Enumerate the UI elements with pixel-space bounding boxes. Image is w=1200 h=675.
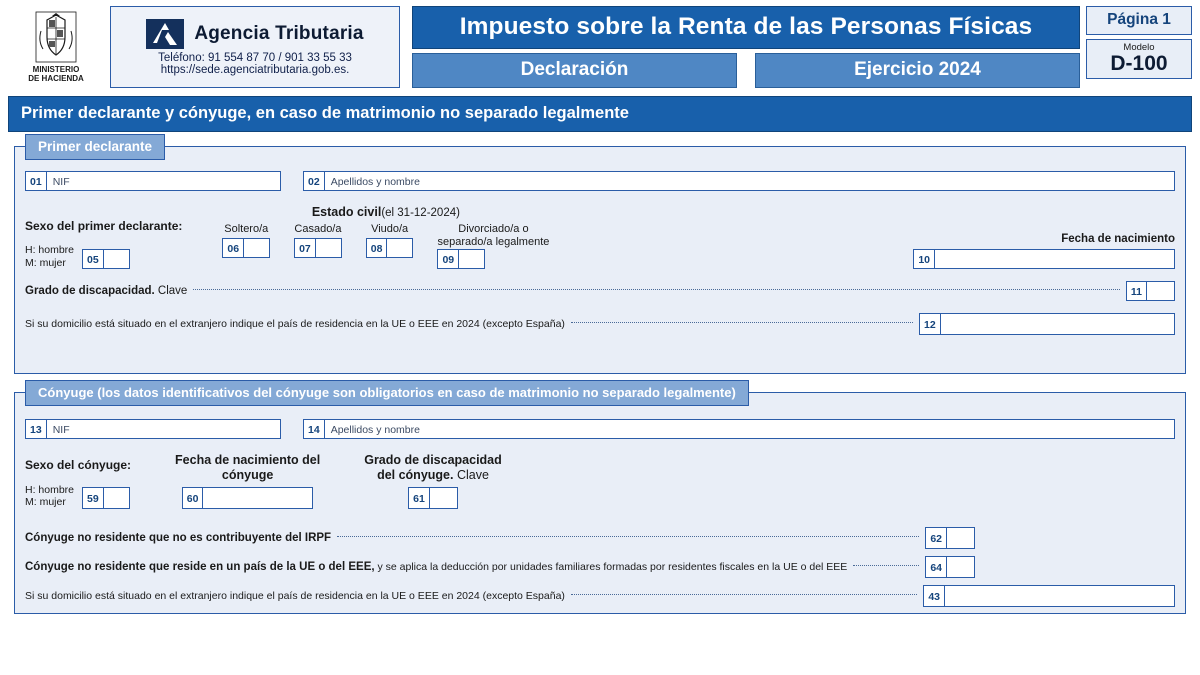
conyuge-nif-placeholder: NIF <box>52 424 70 436</box>
declarante-apellidos-field[interactable] <box>303 171 1175 191</box>
conyuge-nif-field[interactable] <box>25 419 281 439</box>
conyuge-row-62-dots <box>337 535 919 537</box>
declarante-nif-field[interactable] <box>25 171 281 191</box>
ministerio-logo-block <box>8 6 104 88</box>
conyuge-row-64-dots <box>853 564 919 566</box>
conyuge-row-62-input[interactable] <box>947 527 975 549</box>
agencia-tributaria-block <box>110 6 400 88</box>
primer-declarante-tab: Primer declarante <box>25 134 165 160</box>
declarante-grado-input[interactable] <box>1147 281 1175 301</box>
conyuge-section <box>14 385 1186 614</box>
title-ejercicio: Ejercicio 2024 <box>755 53 1080 88</box>
conyuge-sexo-number: 59 <box>82 487 104 509</box>
title-declaracion: Declaración <box>412 53 737 88</box>
declarante-domicilio-label: Si su domicilio está situado en el extranjero indique el país de residencia en la UE o EEE en 2024 (excepto España) <box>25 318 565 331</box>
declarante-grado-field[interactable] <box>1126 281 1175 301</box>
conyuge-row-43-field[interactable] <box>923 585 1175 607</box>
declarante-fecha-nacimiento-title: Fecha de nacimiento <box>1061 233 1175 246</box>
declarante-sexo-legend: H: hombre M: mujer <box>25 244 75 269</box>
agencia-logo-icon <box>146 19 184 49</box>
conyuge-grado-block <box>364 453 502 509</box>
page-header <box>0 0 1200 92</box>
option-soltero-number: 06 <box>222 238 244 258</box>
section-banner: Primer declarante y cónyuge, en caso de matrimonio no separado legalmente <box>8 96 1192 132</box>
declarante-nif-placeholder: NIF <box>52 176 70 188</box>
conyuge-tab-bold: Cónyuge <box>38 385 98 400</box>
conyuge-fecha-field[interactable] <box>175 487 320 509</box>
conyuge-statement-rows <box>25 527 1175 607</box>
conyuge-tab <box>25 380 749 406</box>
option-casado-label: Casado/a <box>294 223 342 235</box>
agencia-name: Agencia Tributaria <box>194 22 364 44</box>
conyuge-nif-input[interactable] <box>47 419 281 439</box>
option-soltero <box>222 223 270 269</box>
declarante-domicilio-number: 12 <box>919 313 941 335</box>
conyuge-row-62-number: 62 <box>925 527 947 549</box>
declarante-grado-dots <box>193 288 1120 290</box>
conyuge-row-64 <box>25 556 1175 578</box>
declarante-sexo-input[interactable] <box>104 249 130 269</box>
conyuge-nif-number: 13 <box>25 419 47 439</box>
conyuge-sexo-title: Sexo del cónyuge: <box>25 458 132 473</box>
conyuge-row-43-input[interactable] <box>945 585 1175 607</box>
modelo-value: D-100 <box>1110 52 1168 75</box>
option-divorciado-number: 09 <box>437 249 459 269</box>
declarante-apellidos-input[interactable] <box>325 171 1175 191</box>
declarante-apellidos-placeholder: Apellidos y nombre <box>330 176 420 188</box>
conyuge-identity-row <box>25 419 1175 439</box>
declarante-identity-row <box>25 171 1175 191</box>
declarante-apellidos-number: 02 <box>303 171 325 191</box>
conyuge-middle-row <box>25 453 1175 509</box>
modelo-label: Modelo <box>1123 42 1155 53</box>
declarante-nif-number: 01 <box>25 171 47 191</box>
option-divorciado <box>437 223 549 269</box>
conyuge-apellidos-number: 14 <box>303 419 325 439</box>
option-viudo-label: Viudo/a <box>371 223 409 235</box>
option-viudo-field[interactable] <box>366 238 414 258</box>
conyuge-tab-rest: (los datos identificativos del cónyuge son obligatorios en caso de matrimonio no separado legalmente) <box>97 385 736 400</box>
declarante-sexo-number: 05 <box>82 249 104 269</box>
declarante-domicilio-field[interactable] <box>919 313 1175 335</box>
option-casado <box>294 223 342 269</box>
declarante-domicilio-dots <box>571 321 913 323</box>
estado-civil-title: Estado civil(el 31-12-2024) <box>311 205 460 219</box>
estado-civil-options <box>222 223 549 269</box>
conyuge-grado-number: 61 <box>408 487 430 509</box>
option-divorciado-input[interactable] <box>459 249 485 269</box>
agencia-heading <box>146 19 363 49</box>
declarante-domicilio-row <box>25 313 1175 335</box>
conyuge-row-64-field[interactable] <box>925 556 975 578</box>
conyuge-row-43-label: Si su domicilio está situado en el extranjero indique el país de residencia en la UE o EEE en 2024 (excepto España) <box>25 590 565 602</box>
page-number: Página 1 <box>1086 6 1192 35</box>
ministerio-line-2: DE HACIENDA <box>28 74 84 83</box>
conyuge-sexo-field[interactable] <box>82 487 130 509</box>
conyuge-apellidos-input[interactable] <box>325 419 1175 439</box>
conyuge-grado-field[interactable] <box>364 487 502 509</box>
conyuge-sexo-legend: H: hombre M: mujer <box>25 483 75 509</box>
conyuge-grado-title: Grado de discapacidad del cónyuge. Clave <box>364 453 502 482</box>
title-subrow <box>412 53 1080 88</box>
option-viudo-input[interactable] <box>387 238 413 258</box>
declarante-nif-input[interactable] <box>47 171 281 191</box>
declarante-sexo-field[interactable] <box>82 249 130 269</box>
option-casado-field[interactable] <box>294 238 342 258</box>
conyuge-sexo-input[interactable] <box>104 487 130 509</box>
conyuge-row-62 <box>25 527 1175 549</box>
ministerio-line-1: MINISTERIO <box>32 64 80 74</box>
form-title: Impuesto sobre la Renta de las Personas Físicas <box>412 6 1080 49</box>
option-soltero-input[interactable] <box>244 238 270 258</box>
conyuge-fecha-title: Fecha de nacimiento del cónyuge <box>175 453 321 482</box>
option-soltero-field[interactable] <box>222 238 270 258</box>
declarante-fecha-nacimiento-input[interactable] <box>935 249 1175 269</box>
page-info-block <box>1086 6 1192 88</box>
declarante-sexo-block <box>25 219 182 270</box>
conyuge-apellidos-field[interactable] <box>303 419 1175 439</box>
option-divorciado-field[interactable] <box>437 249 549 269</box>
declarante-fecha-nacimiento-block <box>913 233 1175 269</box>
declarante-grado-row <box>25 281 1175 301</box>
estado-civil-block <box>222 205 549 269</box>
conyuge-row-43 <box>25 585 1175 607</box>
declarante-domicilio-input[interactable] <box>941 313 1175 335</box>
conyuge-fecha-block <box>175 453 320 509</box>
declarante-fecha-nacimiento-field[interactable] <box>913 249 1175 269</box>
conyuge-row-64-number: 64 <box>925 556 947 578</box>
option-casado-input[interactable] <box>316 238 342 258</box>
conyuge-fecha-input[interactable] <box>203 487 313 509</box>
coat-of-arms-icon <box>35 11 77 63</box>
agencia-phone: Teléfono: 91 554 87 70 / 901 33 55 33 <box>158 51 352 64</box>
conyuge-grado-input[interactable] <box>430 487 458 509</box>
option-divorciado-label-1: Divorciado/a o <box>458 223 529 235</box>
option-soltero-label: Soltero/a <box>224 223 269 235</box>
conyuge-row-43-number: 43 <box>923 585 945 607</box>
declarante-fecha-nacimiento-number: 10 <box>913 249 935 269</box>
conyuge-apellidos-placeholder: Apellidos y nombre <box>330 424 420 436</box>
conyuge-row-62-field[interactable] <box>925 527 975 549</box>
conyuge-row-64-label: Cónyuge no residente que reside en un país de la UE o del EEE, y se aplica la deducción por unidades familiares formadas por residentes fiscales en la UE o del EEE <box>25 561 848 573</box>
conyuge-row-64-input[interactable] <box>947 556 975 578</box>
primer-declarante-section <box>14 139 1186 374</box>
modelo-block <box>1086 39 1192 79</box>
conyuge-sexo-block <box>25 458 131 509</box>
agencia-url: https://sede.agenciatributaria.gob.es. <box>160 63 350 76</box>
declarante-civil-row <box>25 205 1175 269</box>
conyuge-row-43-dots <box>571 593 917 595</box>
option-divorciado-label-2: separado/a legalmente <box>437 236 550 249</box>
conyuge-fecha-number: 60 <box>182 487 204 509</box>
option-casado-number: 07 <box>294 238 316 258</box>
option-viudo <box>366 223 414 269</box>
declarante-sexo-title: Sexo del primer declarante: <box>25 218 183 233</box>
declarante-grado-number: 11 <box>1126 281 1147 301</box>
title-block <box>412 6 1080 88</box>
conyuge-row-62-label: Cónyuge no residente que no es contribuyente del IRPF <box>25 532 332 544</box>
option-viudo-number: 08 <box>366 238 388 258</box>
declarante-grado-label: Grado de discapacidad. Clave <box>25 285 188 298</box>
